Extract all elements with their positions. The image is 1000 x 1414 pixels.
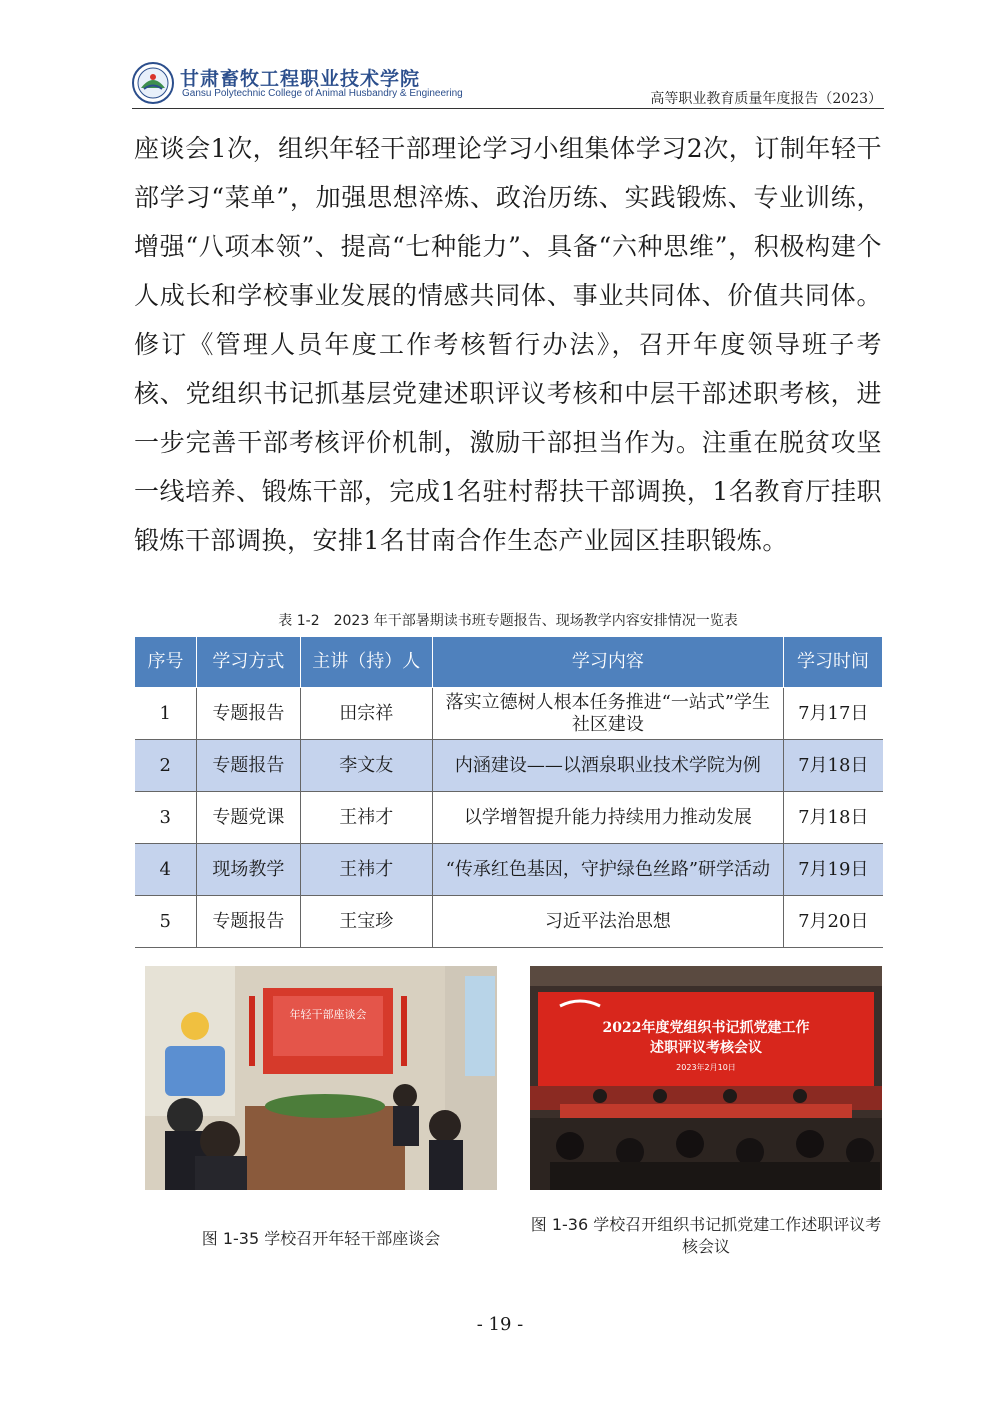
banner-line-1: 2022年度党组织书记抓党建工作 <box>602 1020 810 1036</box>
cell-index: 4 <box>135 844 197 896</box>
header-speaker: 主讲（持）人 <box>300 637 432 688</box>
cell-index: 2 <box>135 740 197 792</box>
school-logo-icon <box>132 62 174 104</box>
cell-content: 以学增智提升能力持续用力推动发展 <box>432 792 783 844</box>
figure-1-36-caption: 图 1-36 学校召开组织书记抓党建工作述职评议考核会议 <box>530 1215 882 1256</box>
cell-content: 内涵建设——以酒泉职业技术学院为例 <box>432 740 783 792</box>
cell-content: 习近平法治思想 <box>432 896 783 948</box>
cell-method: 专题报告 <box>196 896 300 948</box>
banner-date: 2023年2月10日 <box>676 1063 736 1072</box>
figure-1-35-caption: 图 1-35 学校召开年轻干部座谈会 <box>201 1229 441 1248</box>
school-name-en: Gansu Polytechnic College of Animal Husbandry & Engineering <box>182 88 463 99</box>
cell-time: 7月20日 <box>784 896 883 948</box>
banner-text: 年轻干部座谈会 <box>289 1008 367 1021</box>
table-row <box>135 740 883 792</box>
cell-speaker: 王祎才 <box>300 844 432 896</box>
header-time: 学习时间 <box>784 637 883 688</box>
table-header-row <box>135 637 883 688</box>
cell-speaker: 王祎才 <box>300 792 432 844</box>
table-row <box>135 688 883 740</box>
page-number: - 19 - <box>476 1314 524 1335</box>
cell-content: 落实立德树人根本任务推进“一站式”学生社区建设 <box>432 688 783 740</box>
photo-party-review-meeting <box>530 966 882 1190</box>
cell-speaker: 李文友 <box>300 740 432 792</box>
cell-time: 7月17日 <box>784 688 883 740</box>
cell-speaker: 王宝珍 <box>300 896 432 948</box>
study-schedule-table <box>134 636 883 948</box>
body-paragraph: 座谈会1次，组织年轻干部理论学习小组集体学习2次，订制年轻干部学习“菜单”，加强思想淬炼、政治历练、实践锻炼、专业训练，增强“八项本领”、提高“七种能力”、具备“六种思维”，积极构建个人成长和学校事业发展的情感共同体、事业共同体、价值共同体。修订《管理人员年度工作考核暂行办法》，召开年度领导班子考核、党组织书记抓基层党建述职评议考核和中层干部述职考核，进一步完善干部考核评价机制，激励干部担当作为。注重在脱贫攻坚一线培养、锻炼干部，完成1名驻村帮扶干部调换，1名教育厅挂职锻炼干部调换，安排1名甘南合作生态产业园区挂职锻炼。 <box>134 134 882 555</box>
table-row <box>135 896 883 948</box>
conference-illustration <box>530 966 882 1190</box>
photo-young-cadres-meeting <box>145 966 497 1190</box>
header-index: 序号 <box>135 637 197 688</box>
cell-content: “传承红色基因，守护绿色丝路”研学活动 <box>432 844 783 896</box>
cell-index: 1 <box>135 688 197 740</box>
header-divider <box>132 108 884 109</box>
table-caption: 表 1-2 2023 年干部暑期读书班专题报告、现场教学内容安排情况一览表 <box>278 613 738 629</box>
header-content: 学习内容 <box>432 637 783 688</box>
cell-method: 现场教学 <box>196 844 300 896</box>
meeting-room-illustration <box>145 966 497 1190</box>
page-header <box>132 58 884 110</box>
cell-method: 专题党课 <box>196 792 300 844</box>
cell-index: 3 <box>135 792 197 844</box>
cell-time: 7月18日 <box>784 792 883 844</box>
banner-line-2: 述职评议考核会议 <box>650 1040 762 1056</box>
cell-index: 5 <box>135 896 197 948</box>
cell-speaker: 田宗祥 <box>300 688 432 740</box>
table-row <box>135 792 883 844</box>
header-method: 学习方式 <box>196 637 300 688</box>
school-name-cn: 甘肃畜牧工程职业技术学院 <box>180 68 421 90</box>
report-title: 高等职业教育质量年度报告（2023） <box>650 91 882 107</box>
cell-time: 7月19日 <box>784 844 883 896</box>
cell-method: 专题报告 <box>196 688 300 740</box>
cell-time: 7月18日 <box>784 740 883 792</box>
table-row <box>135 844 883 896</box>
cell-method: 专题报告 <box>196 740 300 792</box>
